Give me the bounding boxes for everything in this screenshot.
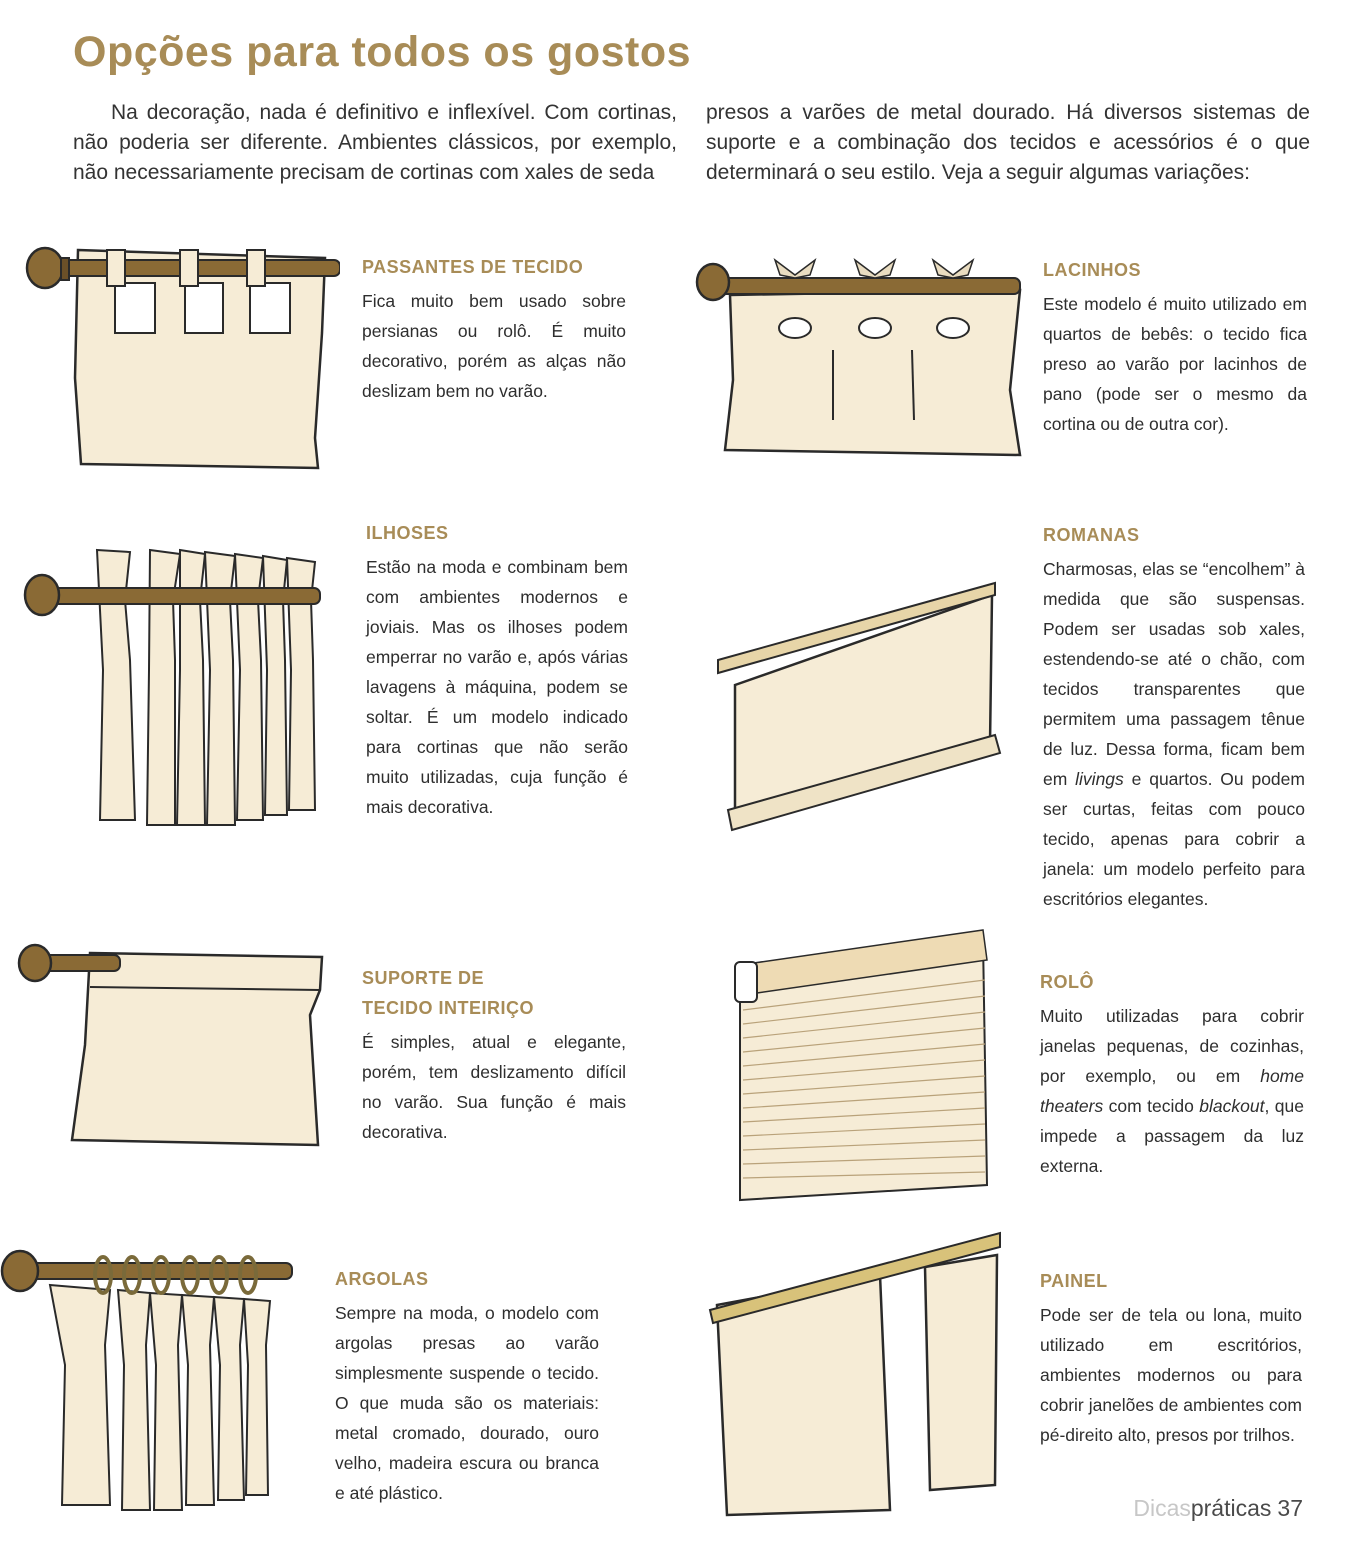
heading-rolo: ROLÔ — [1040, 972, 1094, 992]
footer — [1133, 1495, 1303, 1522]
text-lacinhos: Este modelo é muito utilizado em quartos de bebês: o tecido fica preso ao varão por lacinhos de pano (pode ser o mesmo da cortina ou de outra cor). — [1043, 294, 1307, 434]
text-rolo — [1040, 1001, 1304, 1181]
heading-lacinhos: LACINHOS — [1043, 260, 1141, 280]
intro-left: Na decoração, nada é definitivo e inflexível. Com cortinas, não poderia ser diferente. Ambientes clássicos, por exemplo, não necessariamente precisam de cortinas com xales de seda — [73, 101, 677, 184]
footer-brand-a: Dicas — [1133, 1495, 1191, 1521]
lacinhos-illustration — [695, 240, 1030, 465]
section-rolo — [1040, 967, 1304, 1181]
text-rolo-c: , que impede a passagem da luz externa. — [1040, 1096, 1304, 1176]
section-argolas — [335, 1264, 599, 1508]
section-ilhoses — [366, 518, 628, 822]
rolo-illustration — [725, 920, 995, 1205]
footer-brand-b: práticas — [1190, 1495, 1272, 1521]
heading-suporte — [362, 963, 626, 1023]
ilhoses-illustration — [15, 540, 325, 830]
heading-romanas: ROMANAS — [1043, 525, 1140, 545]
text-romanas-b: e quartos. Ou podem ser curtas, feitas com pouco tecido, apenas para cobrir a janela: um modelo perfeito para escritórios elegantes. — [1043, 769, 1305, 909]
text-passantes: Fica muito bem usado sobre persianas ou rolô. É muito decorativo, porém as alças não deslizam bem no varão. — [362, 291, 626, 401]
section-passantes — [362, 252, 626, 406]
heading-passantes: PASSANTES DE TECIDO — [362, 257, 584, 277]
heading-ilhoses: ILHOSES — [366, 523, 449, 543]
text-rolo-b: com tecido — [1103, 1096, 1200, 1116]
section-lacinhos — [1043, 255, 1307, 439]
section-suporte — [362, 963, 626, 1147]
text-romanas-a: Charmosas, elas se “encolhem” à medida que são suspensas. Podem ser usadas sob xales, estendendo-se até o chão, com tecidos transparentes que permitem uma passagem tênue de luz. Dessa forma, ficam bem em — [1043, 559, 1305, 789]
passantes-illustration — [15, 238, 340, 478]
page-title: Opções para todos os gostos — [73, 28, 691, 76]
text-rolo-a: Muito utilizadas para cobrir janelas pequenas, de cozinhas, por exemplo, ou em — [1040, 1006, 1304, 1086]
heading-painel: PAINEL — [1040, 1271, 1108, 1291]
romanas-illustration — [710, 575, 1010, 840]
text-rolo-em1: home theaters — [1040, 1066, 1304, 1116]
painel-illustration — [705, 1225, 1005, 1520]
argolas-illustration — [0, 1245, 300, 1515]
text-romanas-em: livings — [1075, 769, 1124, 789]
page-number: 37 — [1277, 1495, 1303, 1521]
section-painel — [1040, 1266, 1302, 1450]
heading-suporte-1: SUPORTE DE — [362, 968, 485, 988]
text-painel: Pode ser de tela ou lona, muito utilizado em escritórios, ambientes modernos ou para cobrir janelões de ambientes com pé-direito alto, presos por trilhos. — [1040, 1305, 1302, 1445]
text-rolo-em2: blackout — [1199, 1096, 1265, 1116]
text-romanas — [1043, 554, 1305, 914]
heading-argolas: ARGOLAS — [335, 1269, 429, 1289]
section-romanas — [1043, 520, 1305, 914]
heading-suporte-2: TECIDO INTEIRIÇO — [362, 998, 535, 1018]
intro-right: presos a varões de metal dourado. Há diversos sistemas de suporte e a combinação dos tecidos e acessórios é o que determinará o seu estilo. Veja a seguir algumas variações: — [706, 101, 1310, 184]
suporte-illustration — [10, 935, 330, 1155]
text-argolas: Sempre na moda, o modelo com argolas presas ao varão simplesmente suspende o tecido. O que muda são os materiais: metal cromado, dourado, ouro velho, madeira escura ou branca e até plástico. — [335, 1303, 599, 1503]
text-ilhoses: Estão na moda e combinam bem com ambientes modernos e joviais. Mas os ilhoses podem emperrar no varão e, após várias lavagens à máquina, podem se soltar. É um modelo indicado para cortinas que não serão muito utilizadas, cuja função é mais decorativa. — [366, 557, 628, 817]
text-suporte: É simples, atual e elegante, porém, tem deslizamento difícil no varão. Sua função é mais decorativa. — [362, 1032, 626, 1142]
